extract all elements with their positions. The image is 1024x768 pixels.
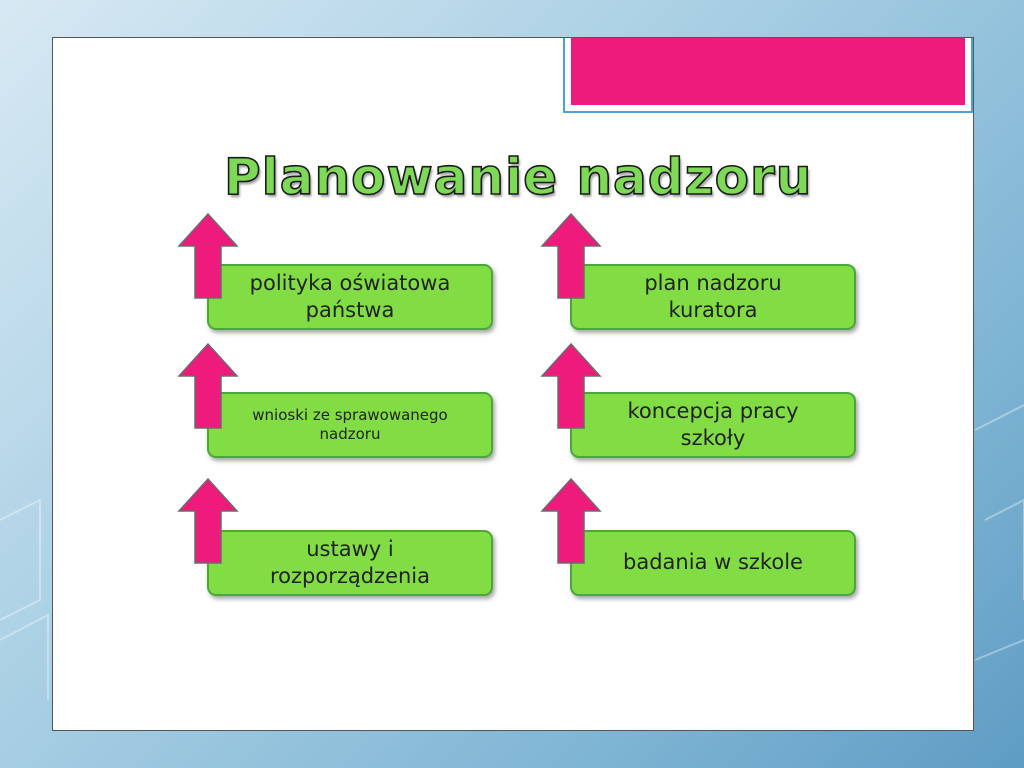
up-arrow-icon: [177, 342, 239, 430]
up-arrow-icon: [540, 212, 602, 300]
slide-title: Planowanie nadzoru: [224, 148, 813, 206]
box-label: polityka oświatowa państwa: [249, 270, 451, 322]
up-arrow-icon: [177, 477, 239, 565]
header-accent-block: [563, 38, 973, 113]
up-arrow-icon: [177, 212, 239, 300]
box-label: plan nadzoru kuratora: [644, 270, 782, 322]
box-ustawy-i-rozporzadzenia: [207, 530, 493, 596]
box-label: badania w szkole: [623, 550, 803, 575]
box-label: wnioski ze sprawowanego nadzoru: [252, 405, 448, 443]
up-arrow-icon: [540, 342, 602, 430]
box-plan-nadzoru-kuratora: [570, 264, 856, 330]
box-label: ustawy i rozporządzenia: [269, 536, 431, 588]
box-koncepcja-pracy-szkoly: [570, 392, 856, 458]
up-arrow-icon: [540, 477, 602, 565]
box-wnioski-ze-sprawowanego-nadzoru: [207, 392, 493, 458]
box-polityka-oswiatowa: [207, 264, 493, 330]
box-badania-w-szkole: [570, 530, 856, 596]
box-label: koncepcja pracy szkoły: [627, 398, 799, 450]
header-accent-fill: [571, 38, 965, 105]
